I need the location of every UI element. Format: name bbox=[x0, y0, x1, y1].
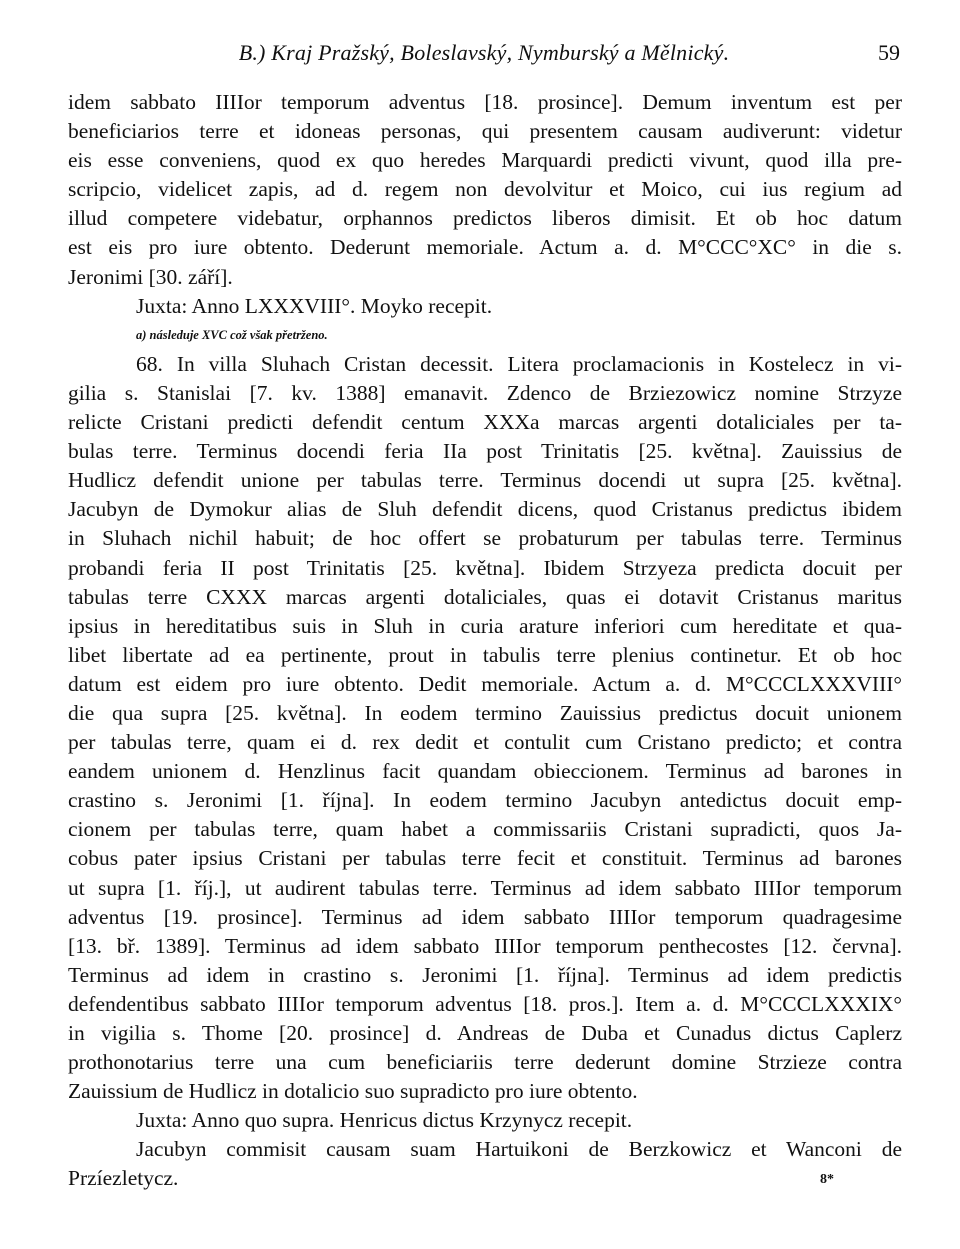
text-line: in Sluhach nichil habuit; de hoc offert se probaturum per tabulas terre. Terminus bbox=[68, 526, 902, 551]
text-line: crastino s. Jeronimi [1. října]. In eodem termino Jacubyn antedictus docuit emp- bbox=[68, 788, 902, 813]
text-line: Hudlicz defendit unione per tabulas terre. Terminus docendi ut supra [25. května]. bbox=[68, 468, 902, 493]
text-line: Przíezletycz. bbox=[68, 1166, 179, 1191]
text-line: [13. bř. 1389]. Terminus ad idem sabbato IIIIor temporum penthecostes [12. června]. bbox=[68, 933, 902, 958]
text-line: cobus pater ipsius Cristani per tabulas terre fecit et constituit. Terminus ad barones bbox=[68, 846, 902, 871]
text-line: adventus [19. prosince]. Terminus ad idem sabbato IIIIor temporum quadragesime bbox=[68, 904, 902, 929]
text-line: probandi feria II post Trinitatis [25. května]. Ibidem Strzyeza predicta docuit per bbox=[68, 555, 902, 580]
text-line: scripcio, videlicet zapis, ad d. regem non devolvitur et Moico, cui ius regium ad bbox=[68, 177, 902, 202]
page-header bbox=[68, 40, 900, 70]
text-line: tabulas terre CXXX marcas argenti dotaliciales, quas ei dotavit Cristanus maritus bbox=[68, 584, 902, 609]
text-line: per tabulas terre, quam ei d. rex dedit et contulit cum Cristano predicto; et contra bbox=[68, 730, 902, 755]
text-line: illud competere videbatur, orphannos predictos liberos dimisit. Et ob hoc datum bbox=[68, 206, 902, 231]
text-line: ut supra [1. říj.], ut audirent tabulas terre. Terminus ad idem sabbato IIIIor temporum bbox=[68, 875, 902, 900]
entry-start: 68. In villa Sluhach Cristan decessit. Litera proclamacionis in Kostelecz in vi- bbox=[136, 351, 902, 376]
text-line: Jacubyn commisit causam suam Hartuikoni de Berzkowicz et Wanconi de bbox=[136, 1137, 902, 1162]
text-line: datum est eidem pro iure obtento. Dedit memoriale. Actum a. d. M°CCCLXXXVIII° bbox=[68, 671, 902, 696]
running-head: B.) Kraj Pražský, Boleslavský, Nymburský a Mělnický. bbox=[238, 40, 730, 65]
text-line: eis esse conveniens, quod ex quo heredes Marquardi predicti vivunt, quod illa pre- bbox=[68, 148, 902, 173]
text-line: eandem unionem d. Henzlinus facit quandam obieccionem. Terminus ad barones in bbox=[68, 759, 902, 784]
text-line: gilia s. Stanislai [7. kv. 1388] emanavit. Zdenco de Brziezowicz nomine Strzyze bbox=[68, 380, 902, 405]
footnote: a) následuje XVC což však přetrženo. bbox=[136, 327, 328, 342]
text-line: relicte Cristani predicti defendit centum XXXa marcas argenti dotaliciales per ta- bbox=[68, 410, 902, 435]
text-line: idem sabbato IIIIor temporum adventus [18. prosince]. Demum inventum est per bbox=[68, 90, 902, 114]
text-line: prothonotarius terre una cum beneficiariis terre dederunt domine Strzieze contra bbox=[68, 1050, 902, 1075]
text-line: cionem per tabulas terre, quam habet a commissariis Cristani supradicti, quos Ja- bbox=[68, 817, 902, 842]
page-body bbox=[68, 88, 902, 1194]
text-line: libet libertate ad ea pertinente, prout in tabulis terre plenius continetur. Et ob hoc bbox=[68, 642, 902, 667]
text-line: Jacubyn de Dymokur alias de Sluh defendit dicens, quod Cristanus predictus ibidem bbox=[68, 497, 902, 522]
text-line: defendentibus sabbato IIIIor temporum adventus [18. pros.]. Item a. d. M°CCCLXXXIX° bbox=[68, 991, 902, 1016]
text-line: in vigilia s. Thome [20. prosince] d. Andreas de Duba et Cunadus dictus Caplerz bbox=[68, 1021, 902, 1045]
text-line: Jeronimi [30. září]. bbox=[68, 264, 233, 289]
text-line: Terminus ad idem in crastino s. Jeronimi [1. října]. Terminus ad idem predictis bbox=[68, 962, 902, 987]
text-line: die qua supra [25. května]. In eodem termino Zauissius predictus docuit unionem bbox=[68, 700, 902, 725]
page-number: 59 bbox=[878, 40, 900, 65]
juxta-note: Juxta: Anno quo supra. Henricus dictus Krzynycz recepit. bbox=[136, 1108, 633, 1133]
juxta-note: Juxta: Anno LXXXVIII°. Moyko recepit. bbox=[136, 293, 493, 318]
text-line: ipsius in hereditatibus suis in Sluh in curia arature inferiori cum hereditate et qua- bbox=[68, 613, 902, 638]
text-line: bulas terre. Terminus docendi feria IIa post Trinitatis [25. května]. Zauissius de bbox=[68, 439, 902, 464]
signature-mark: 8* bbox=[820, 1172, 834, 1187]
text-line: Zauissium de Hudlicz in dotalicio suo supradicto pro iure obtento. bbox=[68, 1079, 638, 1104]
text-line: est eis pro iure obtento. Dederunt memoriale. Actum a. d. M°CCC°XC° in die s. bbox=[68, 235, 902, 260]
text-line: beneficiarios terre et idoneas personas, qui presentem causam audiverunt: videtur bbox=[68, 119, 902, 144]
